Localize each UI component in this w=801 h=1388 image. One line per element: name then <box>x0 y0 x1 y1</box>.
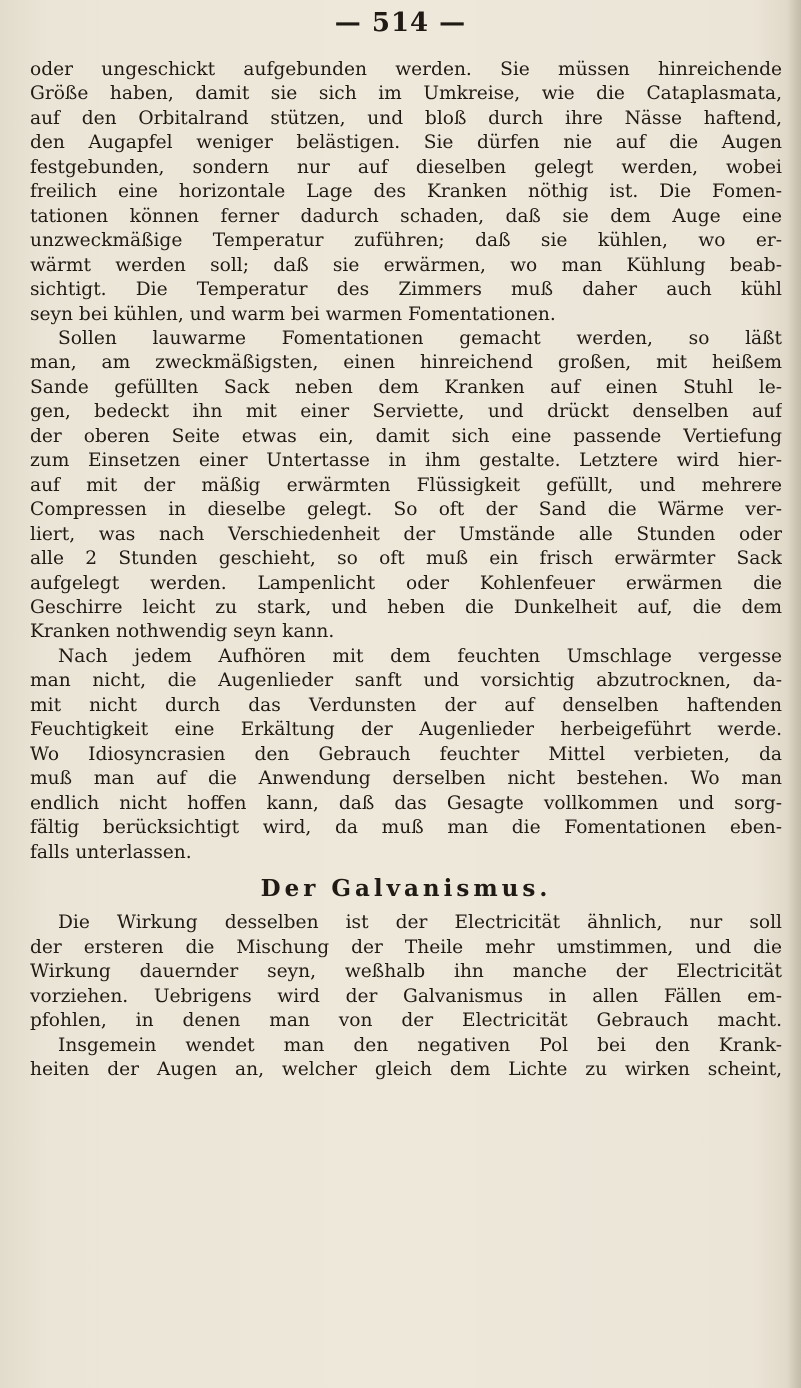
section-heading: Der Galvanismus. <box>260 874 552 902</box>
text-line: heiten der Augen an, welcher gleich dem Lichte zu wirken scheint, <box>30 1059 782 1081</box>
text-line: den Augapfel weniger belästigen. Sie dürfen nie auf die Augen <box>30 132 782 154</box>
text-line: Größe haben, damit sie sich im Umkreise, wie die Cataplasmata, <box>30 83 782 105</box>
text-line: Wo Idiosyncrasien den Gebrauch feuchter Mittel verbieten, da <box>30 743 782 765</box>
text-line: Wirkung dauernder seyn, weßhalb ihn manche der Electricität <box>30 961 782 983</box>
page-number: — 514 — <box>334 8 467 38</box>
text-line: gen, bedeckt ihn mit einer Serviette, und drückt denselben auf <box>30 401 782 423</box>
text-line: endlich nicht hoffen kann, daß das Gesagte vollkommen und sorg- <box>30 792 782 814</box>
text-line: alle 2 Stunden geschieht, so oft muß ein frisch erwärmter Sack <box>30 548 782 570</box>
text-line: aufgelegt werden. Lampenlicht oder Kohlenfeuer erwärmen die <box>30 572 782 594</box>
text-line: falls unterlassen. <box>30 841 192 863</box>
text-line: seyn bei kühlen, und warm bei warmen Fomentationen. <box>30 303 556 325</box>
text-line: wärmt werden soll; daß sie erwärmen, wo man Kühlung beab- <box>30 254 782 276</box>
text-line: Nach jedem Aufhören mit dem feuchten Umschlage vergesse <box>58 645 782 667</box>
text-line: Kranken nothwendig seyn kann. <box>30 621 335 643</box>
text-line: mit nicht durch das Verdunsten der auf denselben haftenden <box>30 694 782 716</box>
text-line: festgebunden, sondern nur auf dieselben gelegt werden, wobei <box>30 156 782 178</box>
text-line: liert, was nach Verschiedenheit der Umstände alle Stunden oder <box>30 523 782 545</box>
text-line: der oberen Seite etwas ein, damit sich eine passende Vertiefung <box>30 425 782 447</box>
text-line: Geschirre leicht zu stark, und heben die Dunkelheit auf, die dem <box>30 596 782 618</box>
page-edge-shadow <box>787 0 801 1388</box>
text-line: Die Wirkung desselben ist der Electricität ähnlich, nur soll <box>58 912 782 934</box>
text-line: Compressen in dieselbe gelegt. So oft der Sand die Wärme ver- <box>30 499 782 521</box>
text-line: oder ungeschickt aufgebunden werden. Sie müssen hinreichende <box>30 59 782 80</box>
text-line: Insgemein wendet man den negativen Pol bei den Krank- <box>58 1034 782 1056</box>
text-line: pfohlen, in denen man von der Electricität Gebrauch macht. <box>30 1010 782 1032</box>
text-line: sichtigt. Die Temperatur des Zimmers muß daher auch kühl <box>30 279 782 301</box>
text-line: man nicht, die Augenlieder sanft und vorsichtig abzutrocknen, da- <box>30 670 782 692</box>
text-line: freilich eine horizontale Lage des Kranken nöthig ist. Die Fomen- <box>30 181 782 203</box>
text-line: Sollen lauwarme Fomentationen gemacht werden, so läßt <box>58 327 782 349</box>
text-line: zum Einsetzen einer Untertasse in ihm gestalte. Letztere wird hier- <box>30 450 782 472</box>
text-line: muß man auf die Anwendung derselben nicht bestehen. Wo man <box>30 768 782 790</box>
text-line: der ersteren die Mischung der Theile mehr umstimmen, und die <box>30 936 782 958</box>
text-line: tationen können ferner dadurch schaden, daß sie dem Auge eine <box>30 205 782 227</box>
text-line: man, am zweckmäßigsten, einen hinreichend großen, mit heißem <box>30 352 782 374</box>
text-line: Feuchtigkeit eine Erkältung der Augenlieder herbeigeführt werde. <box>30 719 782 741</box>
body-text <box>30 58 782 1083</box>
text-line: fältig berücksichtigt wird, da muß man die Fomentationen eben- <box>30 817 782 839</box>
text-line: auf mit der mäßig erwärmten Flüssigkeit gefüllt, und mehrere <box>30 474 782 496</box>
text-line: Sande gefüllten Sack neben dem Kranken auf einen Stuhl le- <box>30 376 782 398</box>
text-line: unzweckmäßige Temperatur zuführen; daß sie kühlen, wo er- <box>30 230 782 252</box>
text-line: vorziehen. Uebrigens wird der Galvanismus in allen Fällen em- <box>30 985 782 1007</box>
text-line: auf den Orbitalrand stützen, und bloß durch ihre Nässe haftend, <box>30 107 782 129</box>
